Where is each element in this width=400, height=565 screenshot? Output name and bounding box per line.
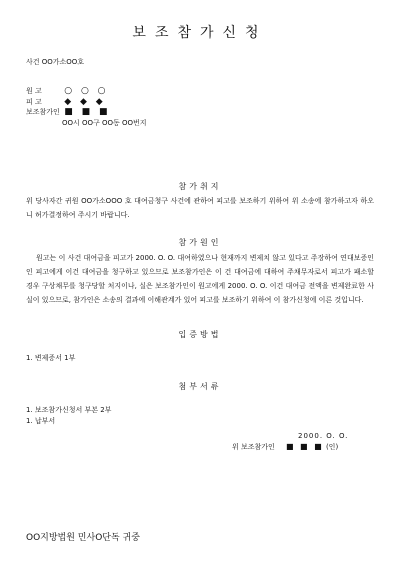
section-heading-purpose: 참가취지 <box>178 182 222 191</box>
attachment-item: 1. 납부서 <box>26 417 56 425</box>
signer-name-mark: ■ ■ ■ <box>285 442 324 451</box>
court-addressee: OO지방법원 민사O단독 귀중 <box>26 533 140 543</box>
party-name-mark: ◆ ◆ ◆ <box>64 97 106 107</box>
signature-line <box>232 442 338 452</box>
purpose-paragraph: 위 당사자간 귀원 OO가소OOO 호 대여금청구 사건에 관하여 피고를 보조하기 위하여 위 소송에 참가하고자 하오니 허가결정하여 주시기 바랍니다. <box>26 197 374 219</box>
party-name-mark: ■ ■ ■ <box>64 107 111 117</box>
party-name-mark: ○ ○ ○ <box>64 86 109 96</box>
seal-mark: (인) <box>325 443 339 451</box>
evidence-item: 1. 변제증서 1부 <box>26 354 76 362</box>
section-heading-evidence: 입증방법 <box>178 330 222 339</box>
document-title: 보조참가신청 <box>132 25 268 41</box>
filing-date: 2000. O. O. <box>298 432 349 440</box>
party-label: 피 고 <box>26 98 42 106</box>
party-intervenor <box>26 108 110 117</box>
attachment-item: 1. 보조참가신청서 부본 2부 <box>26 406 112 414</box>
signer-label: 위 보조참가인 <box>232 443 275 451</box>
party-label: 보조참가인 <box>26 108 60 116</box>
section-heading-reason: 참가원인 <box>178 238 222 247</box>
party-label: 원 고 <box>26 87 42 95</box>
section-heading-attachments: 첨부서류 <box>178 382 222 391</box>
intervenor-address: OO시 OO구 OO동 OO번지 <box>62 119 147 127</box>
party-defendant <box>26 98 106 107</box>
party-plaintiff <box>26 87 109 96</box>
case-number: 사건 OO가소OO호 <box>26 58 85 66</box>
reason-paragraph: 원고는 이 사건 대여금을 피고가 2000. O. O. 대여하였으나 현재까지 변제치 않고 있다고 주장하여 연대보증인인 피고에게 이건 대여금을 청구하고 있으므로 보조참가인은 이 건 대여금에 대하여 주채무자로서 피고가 패소할 경우 구상채무를 청구당할 처지이나, 실은 보조참가인이 원고에게 2000. O. O. 이건 대여금 전액을 변제완료한 사실이 있으므로, 참가인은 소송의 결과에 이해관계가 있어 피고를 보조하기 위하여 이 참가신청에 이른 것입니다. <box>26 254 374 304</box>
